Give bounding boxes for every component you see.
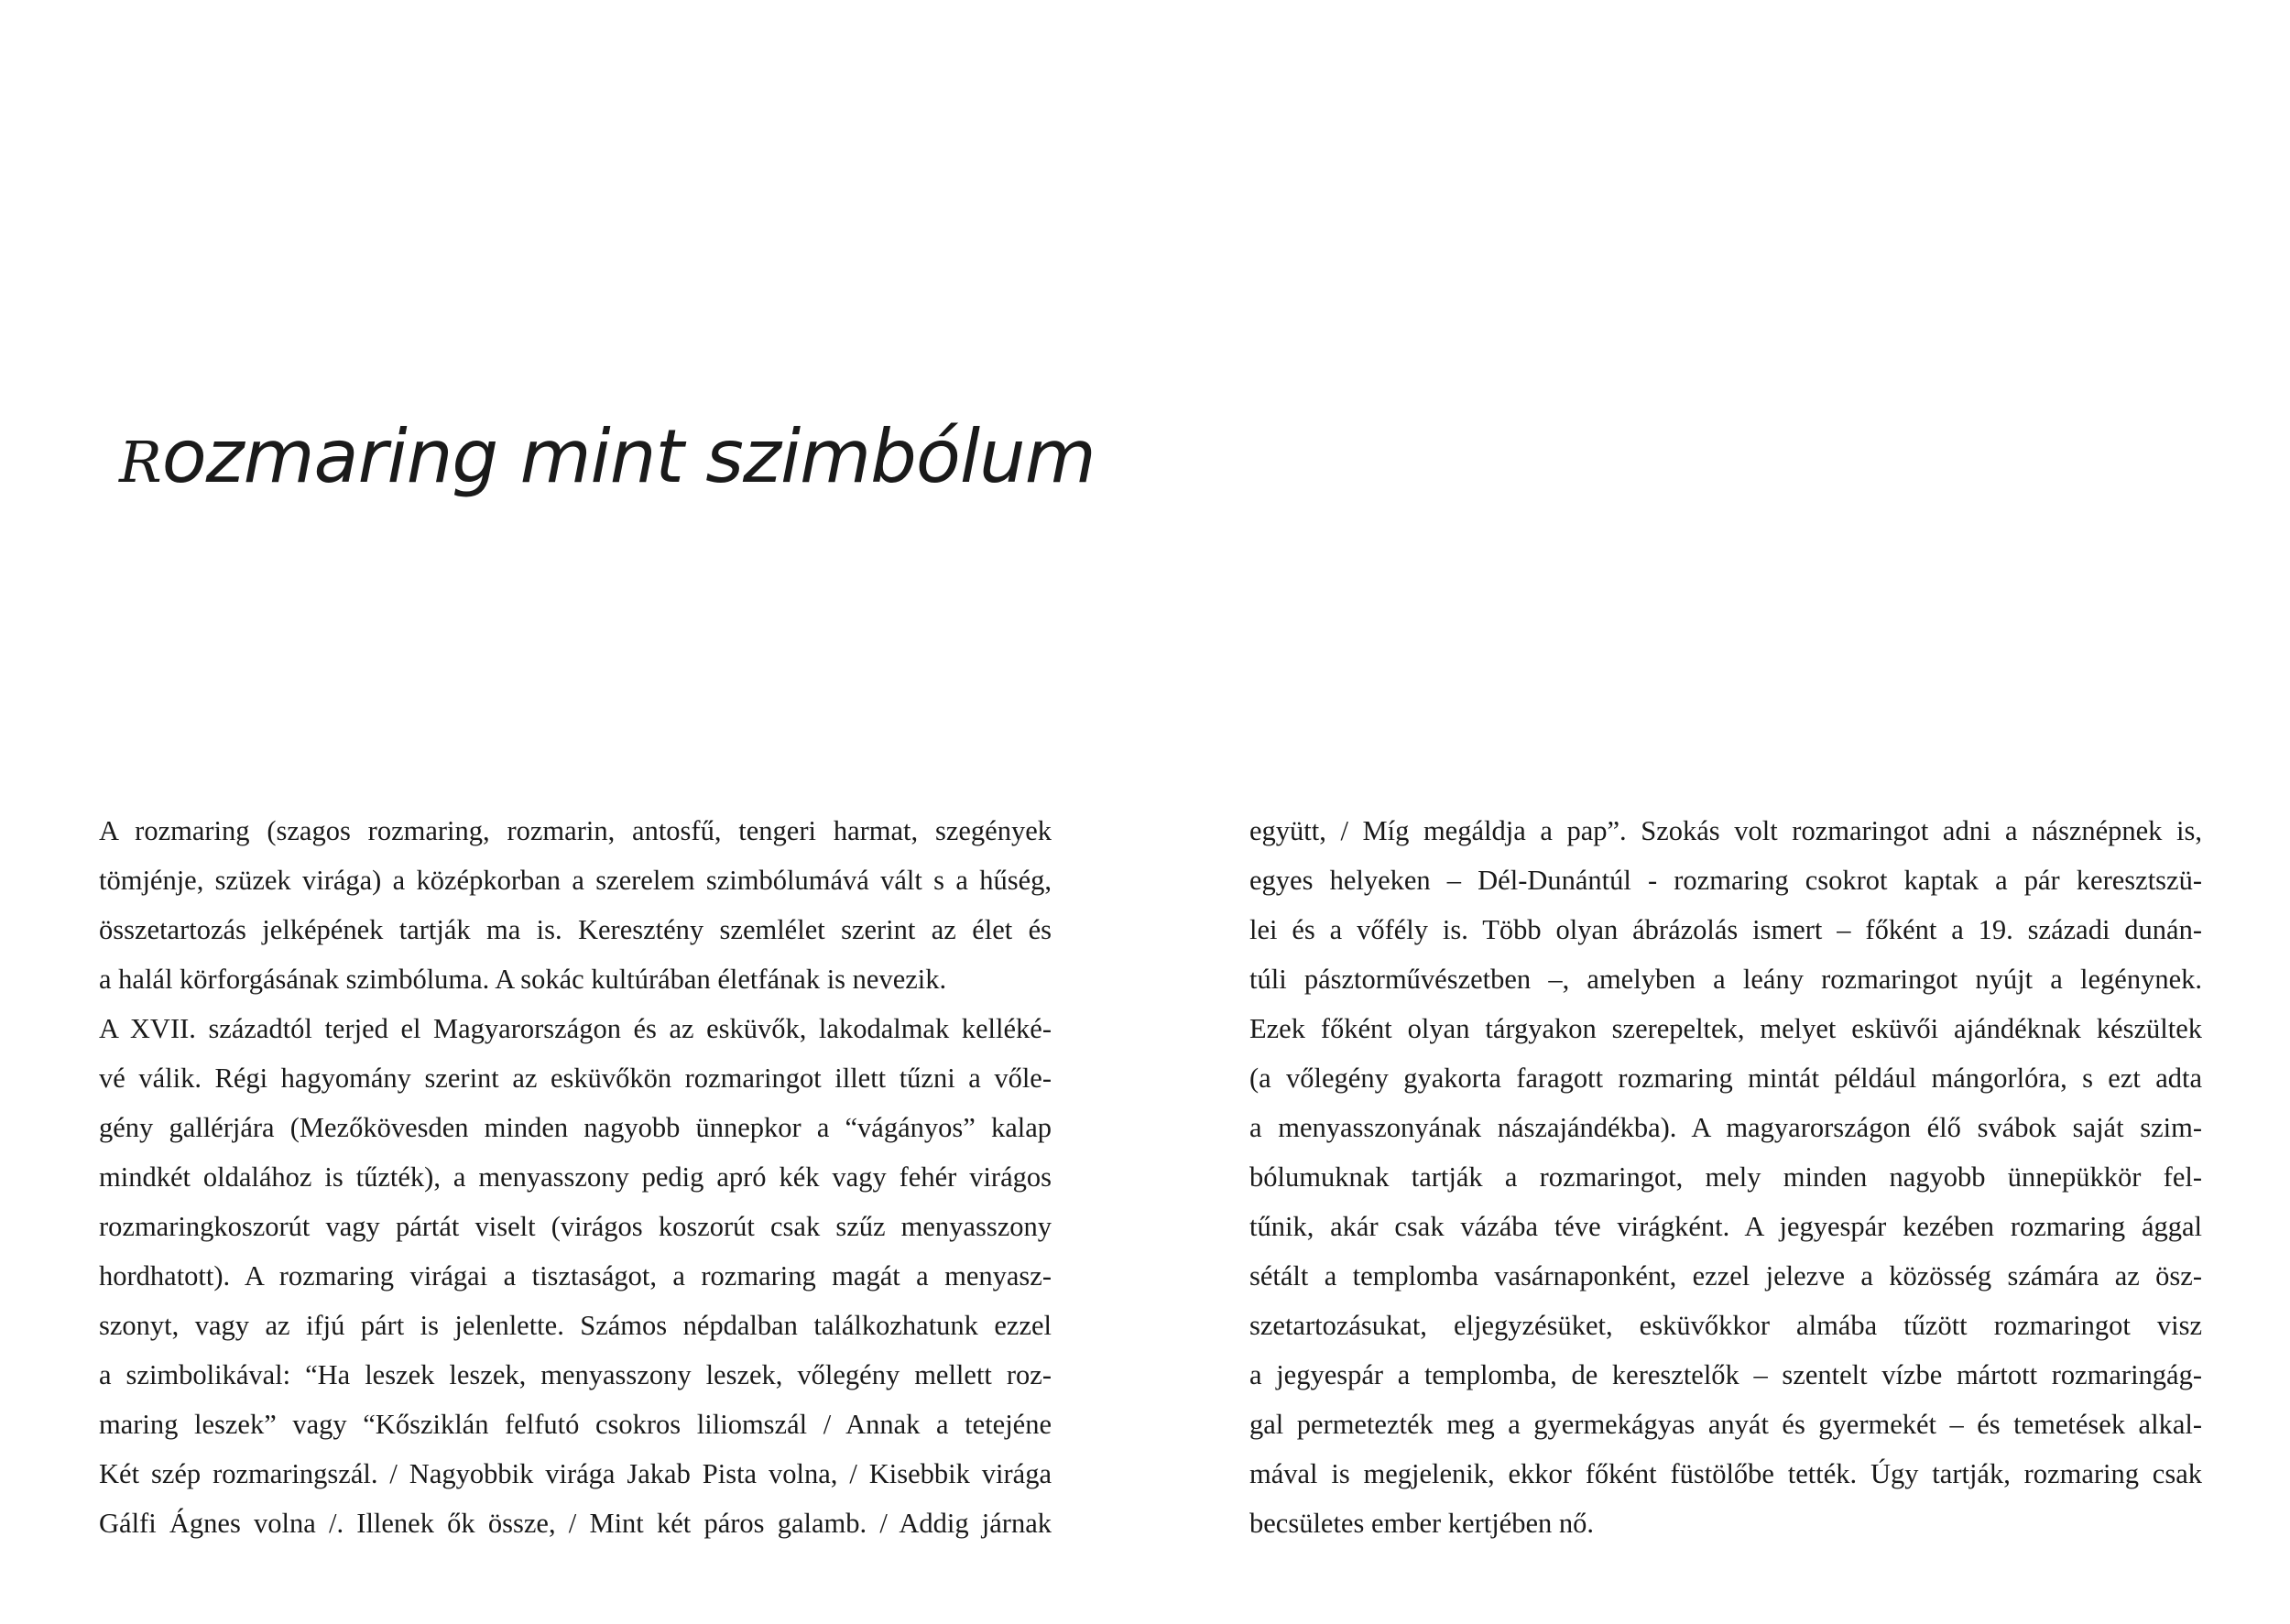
title-initial: R: [119, 429, 162, 496]
text-line: lei és a vőfély is. Több olyan ábrázolás ismert – főként a 19. századi dunán-: [1249, 914, 2202, 945]
text-line: vé válik. Régi hagyomány szerint az esküvőkön rozmaringot illett tűzni a vőle-: [99, 1063, 1052, 1094]
text-line: Gálfi Ágnes volna /. Illenek ők össze, / Mint két páros galamb. / Addig járnak: [99, 1508, 1052, 1539]
text-line: maring leszek” vagy “Kősziklán felfutó csokros liliomszál / Annak a tetejéne: [99, 1409, 1052, 1440]
text-line: túli pásztorművészetben –, amelyben a leány rozmaringot nyújt a legénynek.: [1249, 964, 2202, 995]
text-line: a szimbolikával: “Ha leszek leszek, menyasszony leszek, vőlegény mellett roz-: [99, 1359, 1052, 1390]
text-line: a menyasszonyának nászajándékba). A magyarországon élő svábok saját szim-: [1249, 1112, 2202, 1143]
text-line: gal permetezték meg a gyermekágyas anyát és gyermekét – és temetések alkal-: [1249, 1409, 2202, 1440]
text-line: rozmaringkoszorút vagy pártát viselt (virágos koszorút csak szűz menyasszony: [99, 1211, 1052, 1242]
text-line: (a vőlegény gyakorta faragott rozmaring mintát például mángorlóra, s ezt adta: [1249, 1063, 2202, 1094]
text-line: Ezek főként olyan tárgyakon szerepeltek, melyet esküvői ajándéknak készültek: [1249, 1013, 2202, 1044]
text-line: egyes helyeken – Dél-Dunántúl - rozmaring csokrot kaptak a pár keresztszü-: [1249, 865, 2202, 896]
text-line: mindkét oldalához is tűzték), a menyasszony pedig apró kék vagy fehér virágos: [99, 1161, 1052, 1193]
page-title: [119, 414, 1096, 499]
left-text-column: [99, 806, 1052, 1548]
text-line: becsületes ember kertjében nő.: [1249, 1508, 1595, 1539]
text-line: együtt, / Míg megáldja a pap”. Szokás volt rozmaringot adni a násznépnek is,: [1249, 815, 2202, 846]
text-line: Két szép rozmaringszál. / Nagyobbik virága Jakab Pista volna, / Kisebbik virága: [99, 1458, 1052, 1489]
text-line: összetartozás jelképének tartják ma is. Keresztény szemlélet szerint az élet és: [99, 914, 1052, 945]
text-line: a jegyespár a templomba, de keresztelők – szentelt vízbe mártott rozmaringág-: [1249, 1359, 2202, 1390]
text-line: A XVII. századtól terjed el Magyarországon és az esküvők, lakodalmak kelléké-: [99, 1013, 1052, 1044]
text-line: A rozmaring (szagos rozmaring, rozmarin, antosfű, tengeri harmat, szegények: [99, 815, 1052, 846]
text-line: hordhatott). A rozmaring virágai a tisztaságot, a rozmaring magát a menyasz-: [99, 1260, 1052, 1292]
text-line: a halál körforgásának szimbóluma. A sokác kultúrában életfának is nevezik.: [99, 964, 947, 995]
title-rest: ozmaring mint szimbólum: [161, 414, 1096, 499]
right-text-column: [1249, 806, 2202, 1548]
text-line: tűnik, akár csak vázába téve virágként. A jegyespár kezében rozmaring ággal: [1249, 1211, 2202, 1242]
text-line: szetartozásukat, eljegyzésüket, esküvőkkor almába tűzött rozmaringot visz: [1249, 1310, 2202, 1341]
text-line: mával is megjelenik, ekkor főként füstölőbe tették. Úgy tartják, rozmaring csak: [1249, 1458, 2202, 1489]
text-line: szonyt, vagy az ifjú párt is jelenlette. Számos népdalban találkozhatunk ezzel: [99, 1310, 1052, 1341]
text-line: tömjénje, szüzek virága) a középkorban a szerelem szimbólumává vált s a hűség,: [99, 865, 1052, 896]
text-line: sétált a templomba vasárnaponként, ezzel jelezve a közösség számára az ösz-: [1249, 1260, 2202, 1292]
text-line: bólumuknak tartják a rozmaringot, mely minden nagyobb ünnepükkör fel-: [1249, 1161, 2202, 1193]
text-line: gény gallérjára (Mezőkövesden minden nagyobb ünnepkor a “vágányos” kalap: [99, 1112, 1052, 1143]
